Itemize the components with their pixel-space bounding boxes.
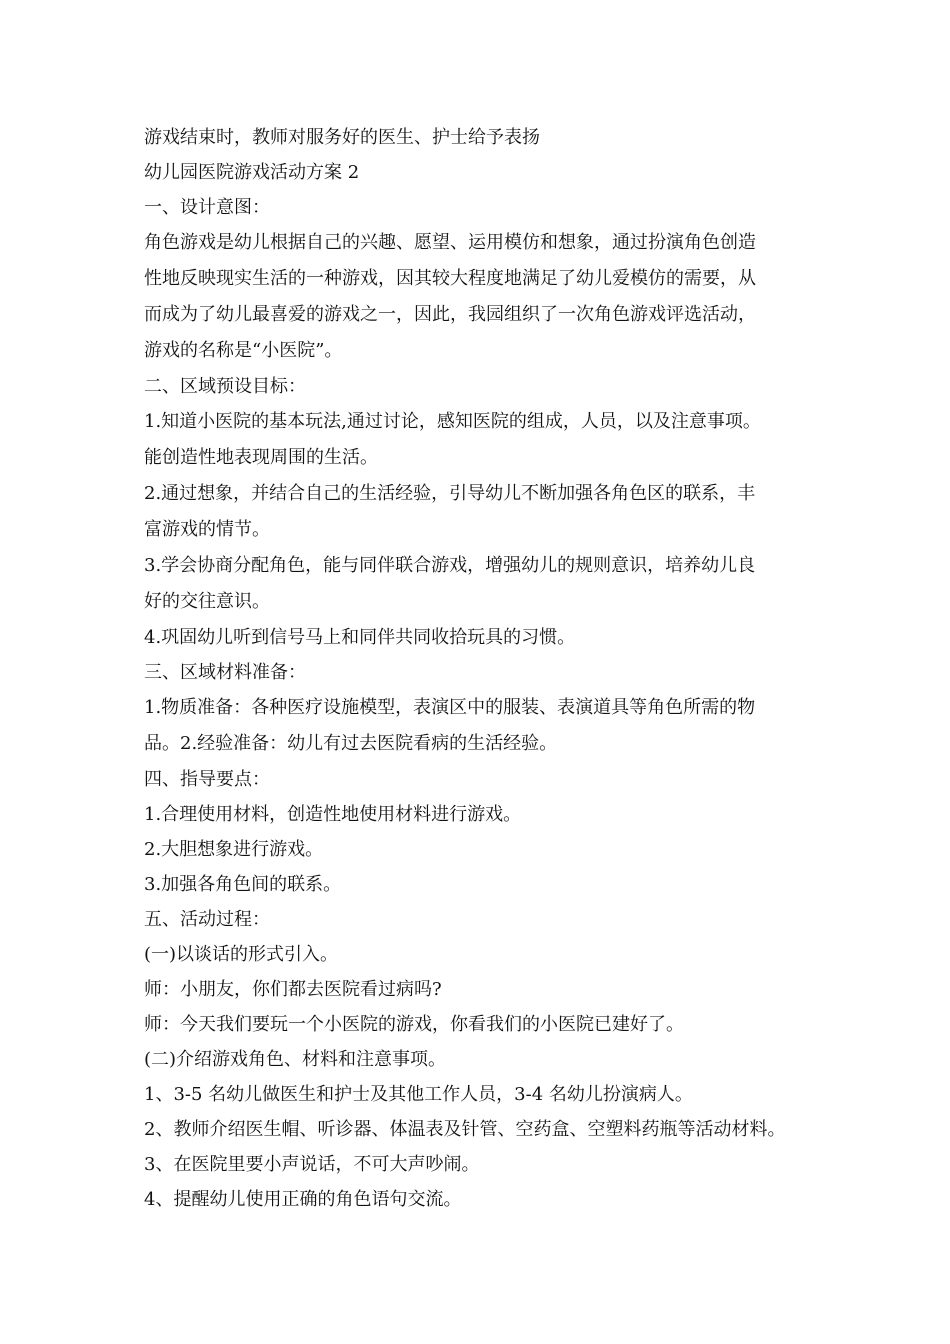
text-line: 1.物质准备：各种医疗设施模型，表演区中的服装、表演道具等角色所需的物 xyxy=(144,697,756,718)
guidance-item-3: 3.加强各角色间的联系。 xyxy=(144,874,342,895)
text-line: 富游戏的情节。 xyxy=(144,519,270,540)
text-line: 游戏的名称是“小医院”。 xyxy=(144,340,343,361)
text-line: 2.通过想象，并结合自己的生活经验，引导幼儿不断加强各角色区的联系，丰 xyxy=(144,483,756,504)
guidance-item-1: 1.合理使用材料，创造性地使用材料进行游戏。 xyxy=(144,804,522,825)
heading-materials: 三、区域材料准备： xyxy=(144,662,306,683)
heading-guidance: 四、指导要点： xyxy=(144,769,270,790)
section-title: 幼儿园医院游戏活动方案 2 xyxy=(144,162,360,183)
list-item: 4、提醒幼儿使用正确的角色语句交流。 xyxy=(144,1189,462,1210)
heading-design-intent: 一、设计意图： xyxy=(144,197,270,218)
text-line: 能创造性地表现周围的生活。 xyxy=(144,447,378,468)
dialogue-line: 师：小朋友，你们都去医院看过病吗? xyxy=(144,979,442,1000)
paragraph-design-intent xyxy=(144,225,824,369)
goal-item-3 xyxy=(144,548,824,620)
document-page xyxy=(144,120,824,1217)
text-line: 而成为了幼儿最喜爱的游戏之一，因此，我园组织了一次角色游戏评选活动， xyxy=(144,304,756,325)
text-line: 好的交往意识。 xyxy=(144,591,270,612)
text-line: 品。2.经验准备：幼儿有过去医院看病的生活经验。 xyxy=(144,733,558,754)
text-line: 游戏结束时，教师对服务好的医生、护士给予表扬 xyxy=(144,127,540,148)
heading-goals: 二、区域预设目标： xyxy=(144,376,306,397)
list-item: 2、教师介绍医生帽、听诊器、体温表及针管、空药盒、空塑料药瓶等活动材料。 xyxy=(144,1119,786,1140)
text-line: 1.知道小医院的基本玩法,通过讨论，感知医院的组成，人员，以及注意事项。 xyxy=(144,411,761,432)
text-line: 角色游戏是幼儿根据自己的兴趣、愿望、运用模仿和想象，通过扮演角色创造 xyxy=(144,232,756,253)
text-line: 3.学会协商分配角色，能与同伴联合游戏，增强幼儿的规则意识，培养幼儿良 xyxy=(144,555,756,576)
list-item: 3、在医院里要小声说话，不可大声吵闹。 xyxy=(144,1154,480,1175)
heading-process: 五、活动过程： xyxy=(144,909,270,930)
goal-item-2 xyxy=(144,476,824,548)
goal-item-4: 4.巩固幼儿听到信号马上和同伴共同收拾玩具的习惯。 xyxy=(144,627,576,648)
process-step-1: (一)以谈话的形式引入。 xyxy=(144,944,339,965)
process-step-2: (二)介绍游戏角色、材料和注意事项。 xyxy=(144,1049,447,1070)
goal-item-1 xyxy=(144,404,824,476)
guidance-item-2: 2.大胆想象进行游戏。 xyxy=(144,839,324,860)
list-item: 1、3-5 名幼儿做医生和护士及其他工作人员，3-4 名幼儿扮演病人。 xyxy=(144,1084,693,1105)
dialogue-line: 师：今天我们要玩一个小医院的游戏，你看我们的小医院已建好了。 xyxy=(144,1014,684,1035)
materials-paragraph xyxy=(144,690,824,762)
text-line: 性地反映现实生活的一种游戏，因其较大程度地满足了幼儿爱模仿的需要，从 xyxy=(144,268,756,289)
